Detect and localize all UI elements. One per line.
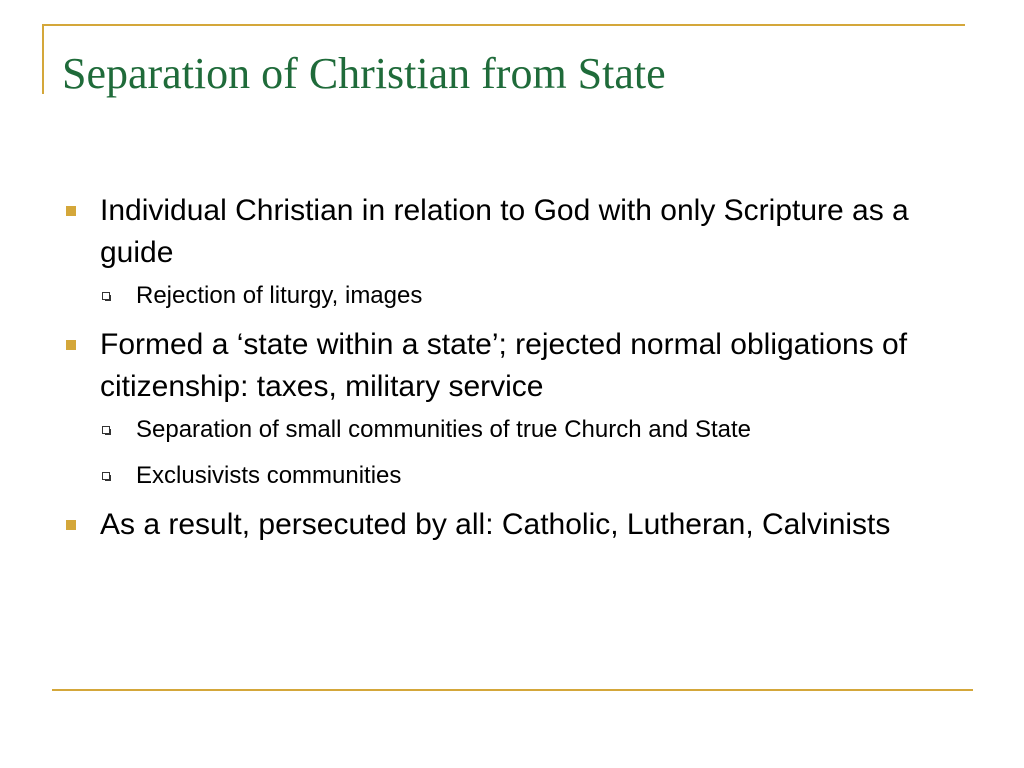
sub-bullet-list xyxy=(100,412,962,494)
sub-bullet-text: Rejection of liturgy, images xyxy=(136,282,423,309)
sub-bullet-item xyxy=(100,412,962,448)
square-bullet-icon xyxy=(66,206,76,216)
bullet-text: Individual Christian in relation to God with only Scripture as a guide xyxy=(100,194,909,269)
bullet-list xyxy=(62,190,962,556)
bullet-item xyxy=(62,190,962,314)
frame-bottom-line xyxy=(52,689,973,691)
slide-title: Separation of Christian from State xyxy=(62,49,666,98)
hollow-square-bullet-icon xyxy=(102,472,110,480)
sub-bullet-item xyxy=(100,458,962,494)
bullet-item xyxy=(62,324,962,494)
bullet-item xyxy=(62,504,962,546)
hollow-square-bullet-icon xyxy=(102,292,110,300)
bullet-text: Formed a ‘state within a state’; rejected normal obligations of citizenship: taxes, military service xyxy=(100,328,908,403)
sub-bullet-text: Exclusivists communities xyxy=(136,462,402,489)
sub-bullet-item xyxy=(100,278,962,314)
frame-top-line xyxy=(42,24,965,26)
square-bullet-icon xyxy=(66,340,76,350)
sub-bullet-list xyxy=(100,278,962,314)
bullet-text: As a result, persecuted by all: Catholic, Lutheran, Calvinists xyxy=(100,508,891,541)
frame-left-line xyxy=(42,24,44,94)
square-bullet-icon xyxy=(66,520,76,530)
hollow-square-bullet-icon xyxy=(102,426,110,434)
sub-bullet-text: Separation of small communities of true Church and State xyxy=(136,416,751,443)
